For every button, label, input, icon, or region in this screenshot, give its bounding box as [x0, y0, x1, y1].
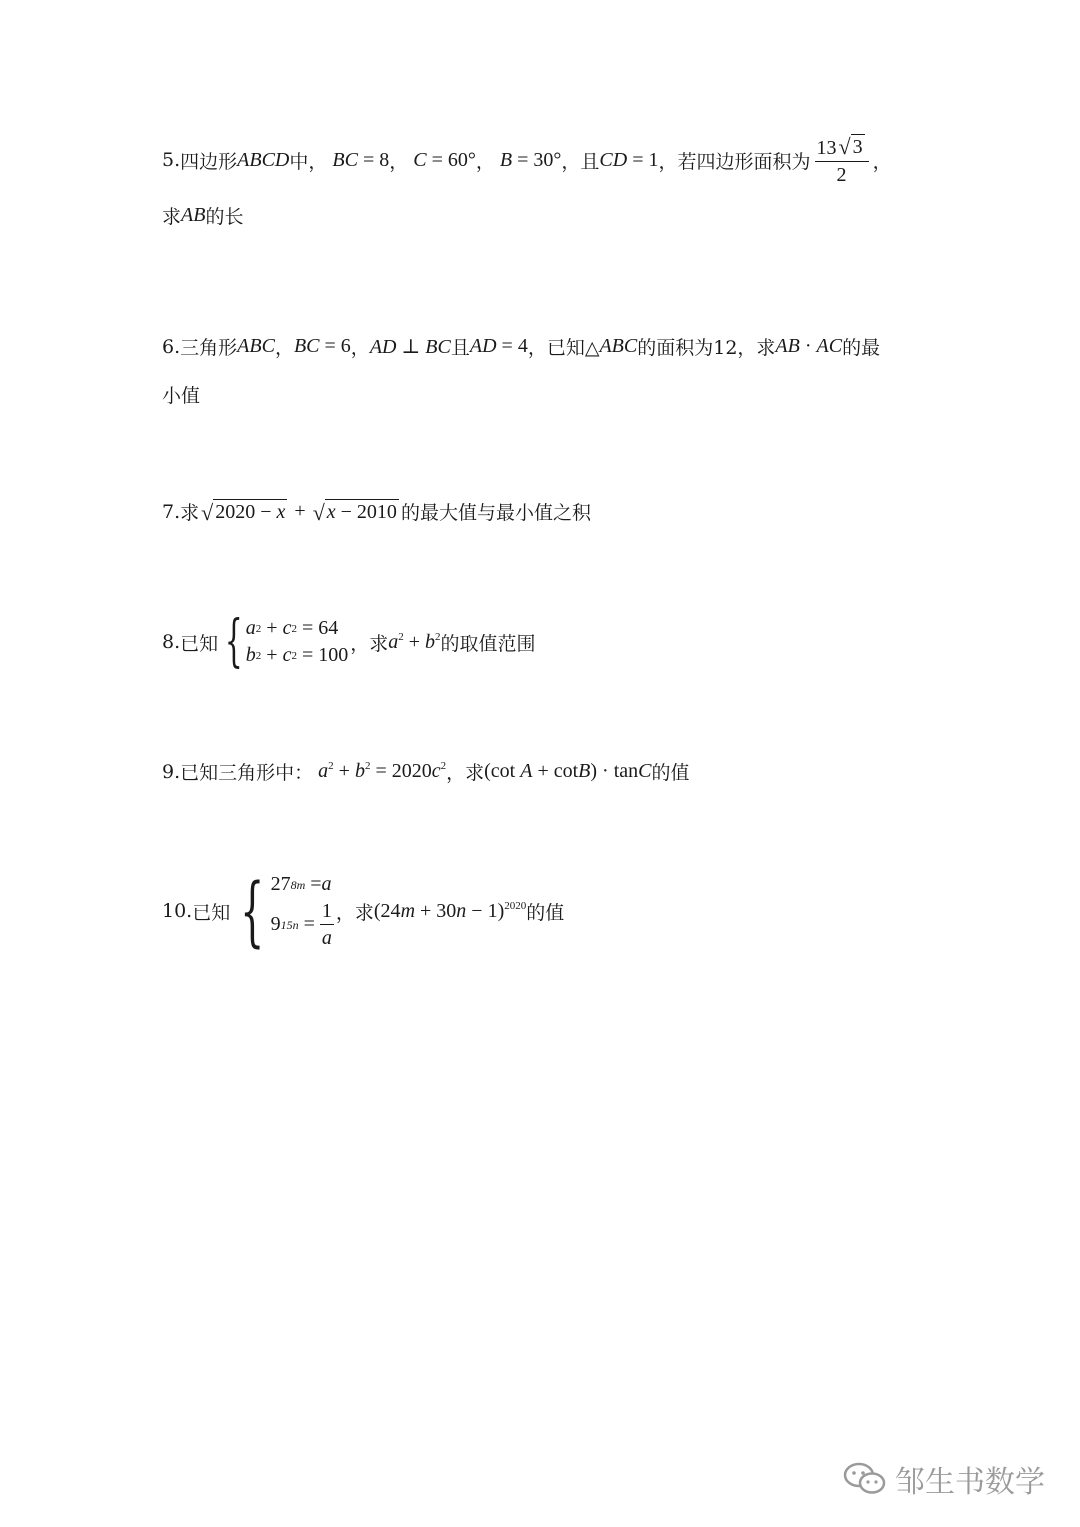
problem-8: 8. 已知 { a 2 + c 2 = 64 b 2 + c 2 = 100 ，求 $a^2 + b^2$ 的取值范围 [162, 609, 536, 674]
problem-number: 9. [162, 760, 181, 783]
problem-9: 9. 已知三角形中： $a^2 + b^2 = 2020c^2$ ，求 (cot A + cotB) · tanC 的值 [162, 760, 690, 784]
problem-5-line-1: 5. 四边形 ABCD 中， BC = 8 ， C = 60° ， B = 30° ，且 CD = 1 ，若四边形面积为 13 √ 3 2 ， [162, 134, 892, 186]
problem-number: 6. [162, 335, 181, 358]
watermark [843, 1457, 1045, 1501]
problem-number: 5. [162, 149, 181, 171]
problem-5-line-2: 求 AB 的长 [162, 204, 244, 228]
area-fraction: 13 √ 3 2 [815, 134, 869, 186]
problem-7: 7. 求 √ 2020 − x + √ x − 2010 的最大值与最小值之积 [162, 500, 591, 525]
equation-system: { 27 8m = a 9 15n = $\frac{1}{a}$ [240, 866, 332, 955]
problem-6-line-1: 6. 三角形 ABC ， BC = 6 ， AD ⊥ BC 且 AD = 4 ，已知△ ABC 的面积为12，求 AB · AC 的最 [162, 335, 881, 359]
problem-10: 10. 已知 { 27 8m = a 9 15n = $\frac{1}{a}$ ，求 $(24m + 30n - 1)^{2020}$ 的值 [162, 866, 565, 955]
watermark-text: 邹生书数学 [895, 1465, 1045, 1500]
wechat-icon [843, 1460, 887, 1498]
equation-system: { a 2 + c 2 = 64 b 2 + c 2 = 100 [225, 609, 349, 674]
problem-number: 10. [162, 900, 193, 922]
problem-6-line-2: 小值 [162, 385, 201, 407]
problem-number: 7. [162, 500, 181, 523]
problem-number: 8. [162, 631, 181, 653]
